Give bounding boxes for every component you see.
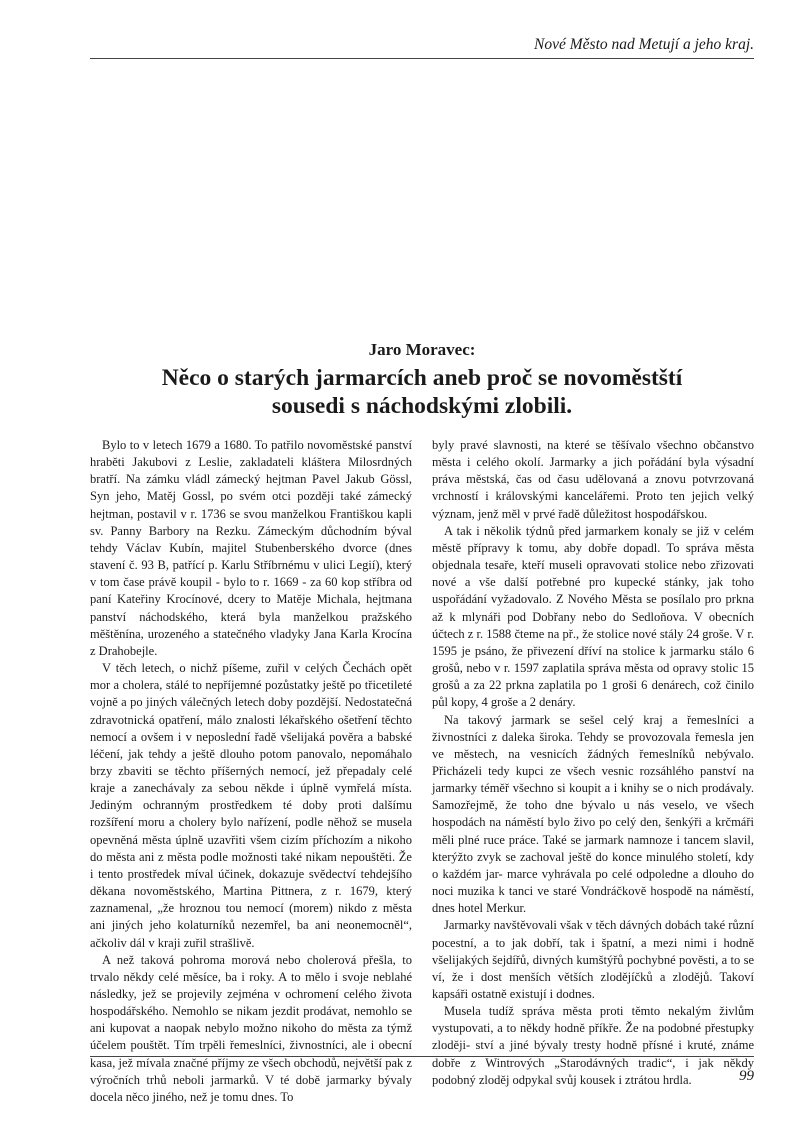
running-title: Nové Město nad Metují a jeho kraj. [534, 36, 754, 53]
article-title-line-2: sousedi s náchodskými zlobili. [271, 393, 573, 419]
paragraph: Na takový jarmark se sešel celý kraj a řemeslníci a živnostníci z daleka široka. Tehdy se provozovala řemesla jen ve městech, na vesnicích žádných řemeslníků nebývalo. Přicházeli tedy kupci ze všech vesnic rozsáhlého panství na jarmarky téměř všechno si koupit a i knihy se o nich prodávaly. Samozřejmě, že toho dne bývalo u nás veselo, ve všech hospodách na náměstí bylo živo po celý den, šenkýři a krčmáři měli plné ruce práce. Také se jarmark namnoze i tancem slavil, kterýžto zvyk se zachoval ještě do konce minulého století, kdy o každém jar- marce vyhrávala po celé odpoledne a dlouho do noci muzika k tanci ve staré Vondráčkově hospodě na náměstí, dnes hotel Merkur. [432, 712, 754, 916]
header-rule [90, 58, 754, 59]
paragraph: Bylo to v letech 1679 a 1680. To patřilo novoměstské panství hraběti Jakubovi z Leslie, zakladateli kláštera Milosrdných bratří. Na zámku vládl zámecký hejtman Pavel Jakub Gössl, Syn jeho, Matěj Gossl, po svém otci později také zámecký hejtman, postavil v r. 1736 se svou manželkou Františkou kapli sv. Panny Barbory na Rezku. Zámeckým důchodním býval tehdy Václav Kubín, majitel Stubenberského dvorce (dnes stavení č. 93 B, patřící p. Karlu Stříbrnému v ulici Legií), který v tom čase právě koupil - bylo to r. 1669 - za 60 kop stříbra od paní Kateřiny Krocínové, dcery to Matěje Michala, hejtmana panství náchodského, která byla manželkou pražského měštěnína, urozeného a statečného vladyky Jana Karla Krocína z Drahobejle. [90, 438, 412, 658]
left-column [90, 437, 412, 1106]
paragraph: A tak i několik týdnů před jarmarkem konaly se již v celém městě přípravy k tomu, aby dobře dopadl. To správa města objednala tesaře, kteří museli opravovati stolice nebo zřizovati nové a vše další potřebné pro kupecké stánky, jak toho uspořádání vyžadovalo. Z Nového Města se posílalo pro prkna až k mlynáři pod Dobřany nebo do Sedloňova. V obecních účtech z r. 1588 čteme na př., že stolice nové stály 24 groše. V r. 1595 je psáno, že přivezení dříví na stolice k jarmarku stálo 6 grošů, nebo v r. 1597 zaplatila správa města od opravy stolic 15 grošů a za 22 prkna zaplatila po 1 groši 6 denárech, což činilo půl kopy, 4 groše a 2 denáry. [432, 523, 754, 710]
page-number: 99 [739, 1068, 754, 1084]
article-title-line-1: Něco o starých jarmarcích aneb proč se novoměstští [161, 365, 683, 391]
article-title [90, 364, 754, 420]
paragraph: Jarmarky navštěvovali však v těch dávných dobách také různí pocestní, a to jak dobří, tak i špatní, a mezi nimi i hodně všelijakých šejdířů, divných kumštýřů pochybné pověsti, a to se ví, že i dost menších větších zlodějíčků a zlodějů. Takoví kapsáři ostatně existují i dodnes. [432, 918, 754, 1001]
paragraph: A než taková pohroma morová nebo cholerová přešla, to trvalo někdy celé měsíce, ba i roky. A to mělo i svoje neblahé následky, jež se projevily zejména v ochromení celého života hospodářského. Nemohlo se nikam jezdit prodávat, nemohlo se ani kupovat a naopak nebylo možno nikoho do města za týmž účelem pouštět. Tím trpěli řemeslníci, živnostníci, ale i obecní kasa, jež mívala značné příjmy ze všech obchodů, největší pak z výročních trhů neboli jarmarků. V té době jarmarky bývaly docela něco jiného, než je tomu dnes. To [90, 952, 412, 1104]
footer-rule [90, 1056, 754, 1057]
article-author: Jaro Moravec: [368, 340, 476, 359]
right-column [432, 437, 754, 1089]
paragraph-continued: byly pravé slavnosti, na které se těšívalo všechno občanstvo města i celého okolí. Jarmarky a jich pořádání byla výsadní práva městská, čas od času udělovaná a znovu potvrzovaná vrchností i královskými kancelářemi. Proto ten jejich velký význam, jenž měl v prvé řadě důležitost hospodářskou. [432, 438, 754, 521]
paragraph: V těch letech, o nichž píšeme, zuřil v celých Čechách opět mor a cholera, stálé to nepříjemné pozůstatky ještě po třicetileté vojně a po jiných válečných letech doby pozdější. Nedostatečná zdravotnická opatření, málo znalosti lékařského ošetření těchto nemocí a ovšem i v neposlední řadě všelijaká pověra a babské léčení, jak tehdy a ještě dlouho potom panovalo, nepomáhalo brzy zbaviti se těchto příšerných nemocí, jež přepadaly celé kraje a zanechávaly za sebou někde i úplně vymřelá místa. Jediným ochranným prostředkem té doby proti dalšímu rozšíření moru a cholery bylo nařízení, podle něhož se musela opevněná města úplně uzavřiti všem cizím příchozím a nikoho do města ani z města podle možnosti také nikam nepouštěti. Že i tento prostředek míval účinek, dokazuje svědectví tehdejšího děkana novoměstského, Martina Pittnera, z r. 1679, který zaznamenal, „že hroznou tou nemocí (morem) nikdo z města ani jiných jeho kolaturníků nezemřel, ba ani neonemocněl“, ačkoliv dál v kraji zuřil strašlivě. [90, 661, 412, 950]
paragraph: Musela tudíž správa města proti těmto nekalým živlům vystupovati, a to někdy hodně příkře. Že na podobné přestupky zloději- ství a jiné bývaly tresty hodně přísné i kruté, známe dobře z Wintrových „Starodávných tradic“, i jak někdy podobný zloděj odpykal svůj kousek i ztrátou hrdla. [432, 1004, 754, 1087]
